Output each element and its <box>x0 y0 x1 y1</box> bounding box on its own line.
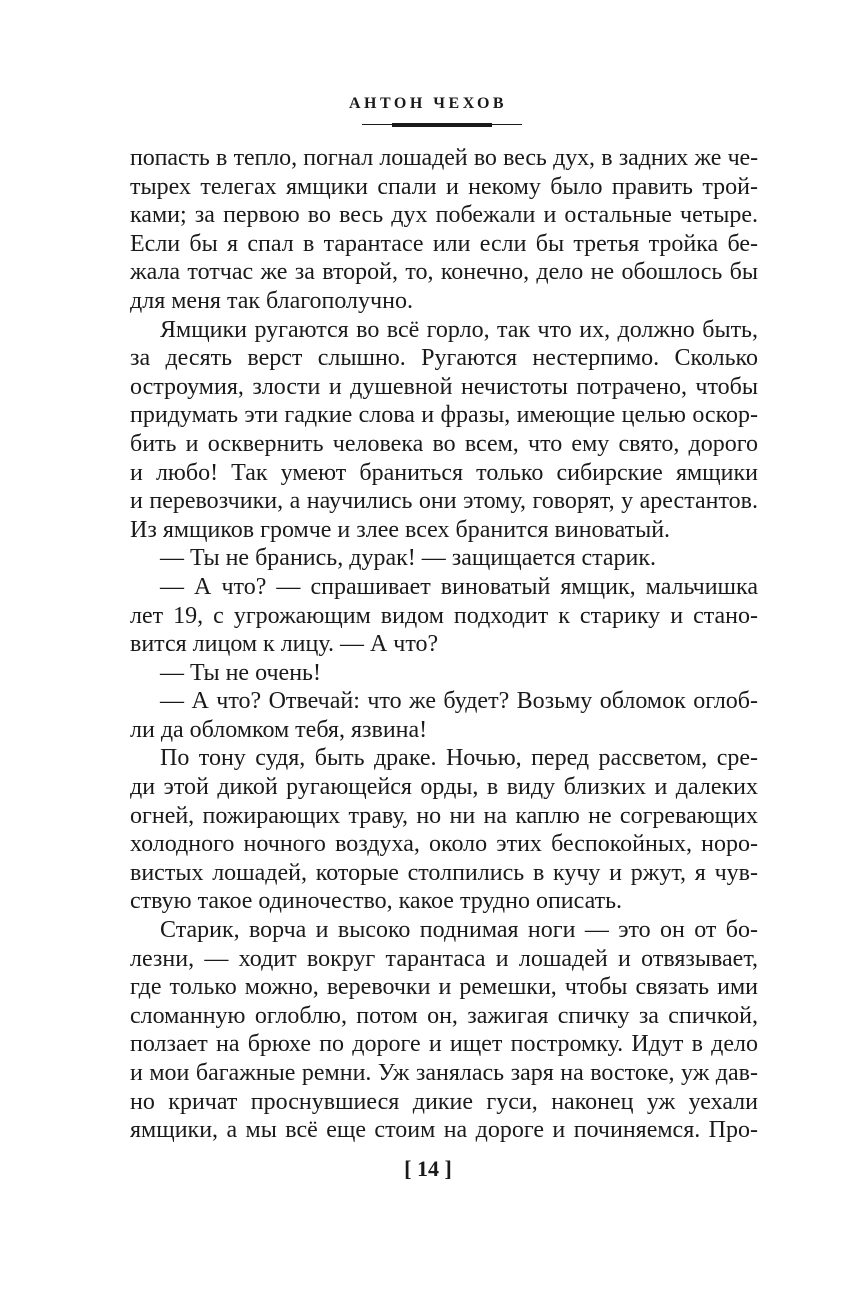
text-line: и перевозчики, а научились они этому, говорят, у арестантов. <box>130 488 758 515</box>
text-line: По тону судя, быть драке. Ночью, перед рассветом, сре- <box>160 745 758 772</box>
paragraph <box>130 544 758 573</box>
text-line: сломанную оглоблю, потом он, зажигая спичку за спичкой, <box>130 1002 758 1029</box>
page-number: [ 14 ] <box>404 1156 452 1181</box>
text-line: за десять верст слышно. Ругаются нестерпимо. Сколько <box>130 345 758 372</box>
text-line: — А что? Отвечай: что же будет? Возьму обломок оглоб- <box>160 688 758 715</box>
text-line: — Ты не очень! <box>160 659 321 686</box>
text-line: ками; за первою во весь дух побежали и остальные четыре. <box>130 202 758 229</box>
text-line: и мои багажные ремни. Уж занялась заря на востоке, уж дав- <box>130 1060 758 1086</box>
text-line: вистых лошадей, которые столпились в кучу и ржут, я чув- <box>130 859 758 886</box>
text-line: ползает на брюхе по дороге и ищет постромку. Идут в дело <box>130 1031 758 1058</box>
text-line: Если бы я спал в тарантасе или если бы третья тройка бе- <box>130 230 758 257</box>
text-line: холодного ночного воздуха, около этих беспокойных, норо- <box>130 831 758 858</box>
text-line: жала тотчас же за второй, то, конечно, дело не обошлось бы <box>130 259 758 286</box>
header-rule-thick <box>392 123 492 127</box>
paragraph <box>130 744 758 916</box>
text-line: вится лицом к лицу. — А что? <box>130 631 439 658</box>
text-line: — А что? — спрашивает виноватый ямщик, мальчишка <box>160 573 758 600</box>
text-line: ямщики, а мы всё еще стоим на дороге и починяемся. Про- <box>130 1117 758 1144</box>
text-line: попасть в тепло, погнал лошадей во весь дух, в задних же че- <box>130 145 758 171</box>
text-line: ствую такое одиночество, какое трудно описать. <box>130 888 623 915</box>
text-line: ди этой дикой ругающейся орды, в виду близких и далеких <box>130 774 758 801</box>
paragraph <box>130 916 758 1145</box>
text-line: лезни, — ходит вокруг тарантаса и лошадей и отвязывает, <box>130 945 758 972</box>
text-line: Из ямщиков громче и злее всех бранится виноватый. <box>130 516 671 543</box>
text-line: где только можно, веревочки и ремешки, чтобы связать ими <box>130 974 758 1001</box>
paragraph <box>130 659 758 688</box>
paragraph <box>130 144 758 316</box>
paragraph <box>130 316 758 545</box>
text-line: для меня так благополучно. <box>130 287 413 314</box>
text-line: но кричат проснувшиеся дикие гуси, наконец уж уехали <box>130 1088 758 1115</box>
text-line: придумать эти гадкие слова и фразы, имеющие целью оскор- <box>130 402 758 429</box>
text-line: ли да обломком тебя, язвина! <box>130 716 428 743</box>
text-line: и любо! Так умеют браниться только сибирские ямщики <box>130 459 758 486</box>
text-line: Ямщики ругаются во всё горло, так что их, должно быть, <box>160 316 758 343</box>
text-line: огней, пожирающих траву, но ни на каплю не согревающих <box>130 802 758 829</box>
text-line: Старик, ворча и высоко поднимая ноги — это он от бо- <box>160 917 758 944</box>
body-text <box>130 144 758 1145</box>
running-head-title: АНТОН ЧЕХОВ <box>348 95 508 112</box>
text-line: — Ты не бранись, дурак! — защищается старик. <box>160 545 657 572</box>
text-line: бить и осквернить человека во всем, что ему свято, дорого <box>130 430 758 457</box>
text-line: остроумия, злости и душевной нечистоты потрачено, чтобы <box>130 373 758 400</box>
paragraph <box>130 573 758 659</box>
text-line: тырех телегах ямщики спали и некому было править трой- <box>130 173 758 200</box>
paragraph <box>130 687 758 744</box>
text-line: лет 19, с угрожающим видом подходит к старику и стано- <box>130 602 758 629</box>
